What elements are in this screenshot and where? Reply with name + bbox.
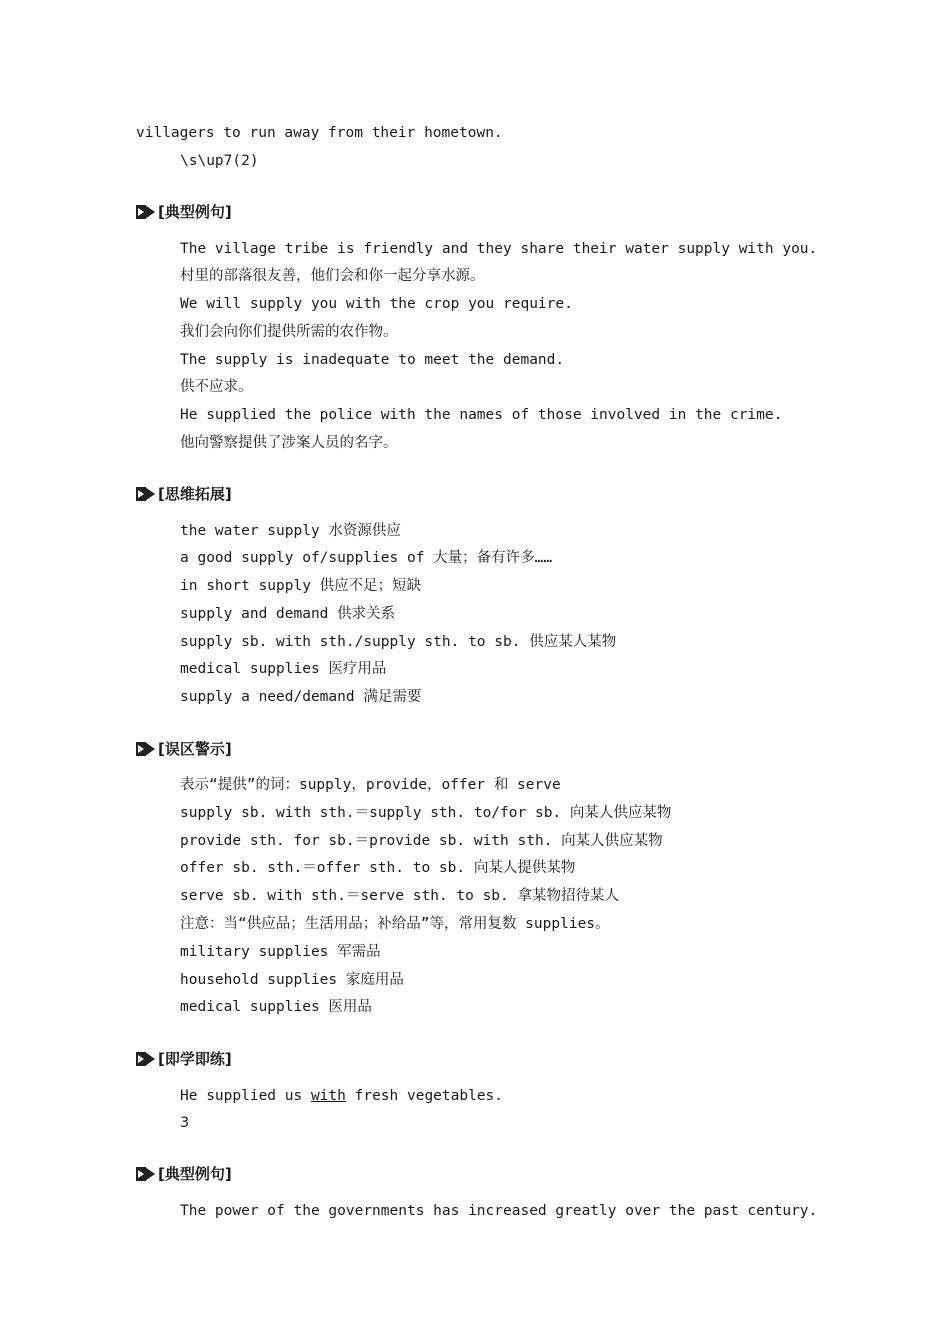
extension-line: a good supply of/supplies of 大量；备有许多…… (180, 550, 553, 566)
play-marker-icon (136, 742, 156, 756)
warning-line: military supplies 军需品 (180, 944, 381, 960)
example-line: 我们会向你们提供所需的农作物。 (180, 324, 398, 340)
section-heading-examples (136, 202, 232, 222)
section-heading-label: [即学即练] (158, 1050, 232, 1068)
warning-line: 注意：当“供应品；生活用品；补给品”等，常用复数 supplies。 (180, 916, 610, 932)
play-marker-icon (136, 1167, 156, 1181)
warning-line: serve sb. with sth.＝serve sth. to sb. 拿某物招待某人 (180, 888, 619, 904)
practice-text-after: fresh vegetables. (345, 1088, 504, 1104)
section-heading-label: [思维拓展] (158, 485, 232, 503)
section-heading-label: [典型例句] (158, 203, 232, 221)
play-marker-icon (136, 487, 156, 501)
section-heading-warning (136, 739, 232, 759)
example-line: He supplied the police with the names of those involved in the crime. (180, 407, 783, 423)
practice-text-before: He supplied us (180, 1088, 311, 1104)
warning-line: provide sth. for sb.＝provide sb. with sth. 向某人供应某物 (180, 833, 663, 849)
warning-line: medical supplies 医用品 (180, 999, 372, 1015)
intro-line: villagers to run away from their hometown. (136, 125, 503, 141)
practice-sentence (180, 1086, 503, 1106)
warning-line: supply sb. with sth.＝supply sth. to/for sb. 向某人供应某物 (180, 805, 672, 821)
extension-line: medical supplies 医疗用品 (180, 661, 387, 677)
section-heading-practice (136, 1049, 232, 1069)
practice-answer: with (310, 1088, 346, 1104)
example-line: The supply is inadequate to meet the demand. (180, 352, 565, 368)
section-heading-label: [典型例句] (158, 1165, 232, 1183)
example-line: The village tribe is friendly and they share their water supply with you. (180, 241, 818, 257)
extension-line: supply sb. with sth./supply sth. to sb. 供应某人某物 (180, 634, 617, 650)
extension-line: supply a need/demand 满足需要 (180, 689, 422, 705)
example-line: 他向警察提供了涉案人员的名字。 (180, 435, 398, 451)
section-heading-label: [误区警示] (158, 740, 232, 758)
section-heading-extension (136, 484, 232, 504)
extension-line: the water supply 水资源供应 (180, 523, 401, 539)
field-code-line: \s\up7(2) (180, 153, 259, 169)
warning-line: 表示“提供”的词：supply，provide，offer 和 serve (180, 777, 561, 793)
example-line: We will supply you with the crop you require. (180, 296, 573, 312)
example-line: The power of the governments has increased greatly over the past century. (180, 1203, 818, 1219)
section-heading-examples-2 (136, 1164, 232, 1184)
example-line: 供不应求。 (180, 379, 253, 395)
warning-line: household supplies 家庭用品 (180, 972, 404, 988)
extension-line: supply and demand 供求关系 (180, 606, 396, 622)
play-marker-icon (136, 1052, 156, 1066)
play-marker-icon (136, 205, 156, 219)
warning-line: offer sb. sth.＝offer sth. to sb. 向某人提供某物 (180, 860, 576, 876)
item-number: 3 (180, 1115, 190, 1131)
example-line: 村里的部落很友善，他们会和你一起分享水源。 (180, 268, 485, 284)
extension-line: in short supply 供应不足；短缺 (180, 578, 422, 594)
